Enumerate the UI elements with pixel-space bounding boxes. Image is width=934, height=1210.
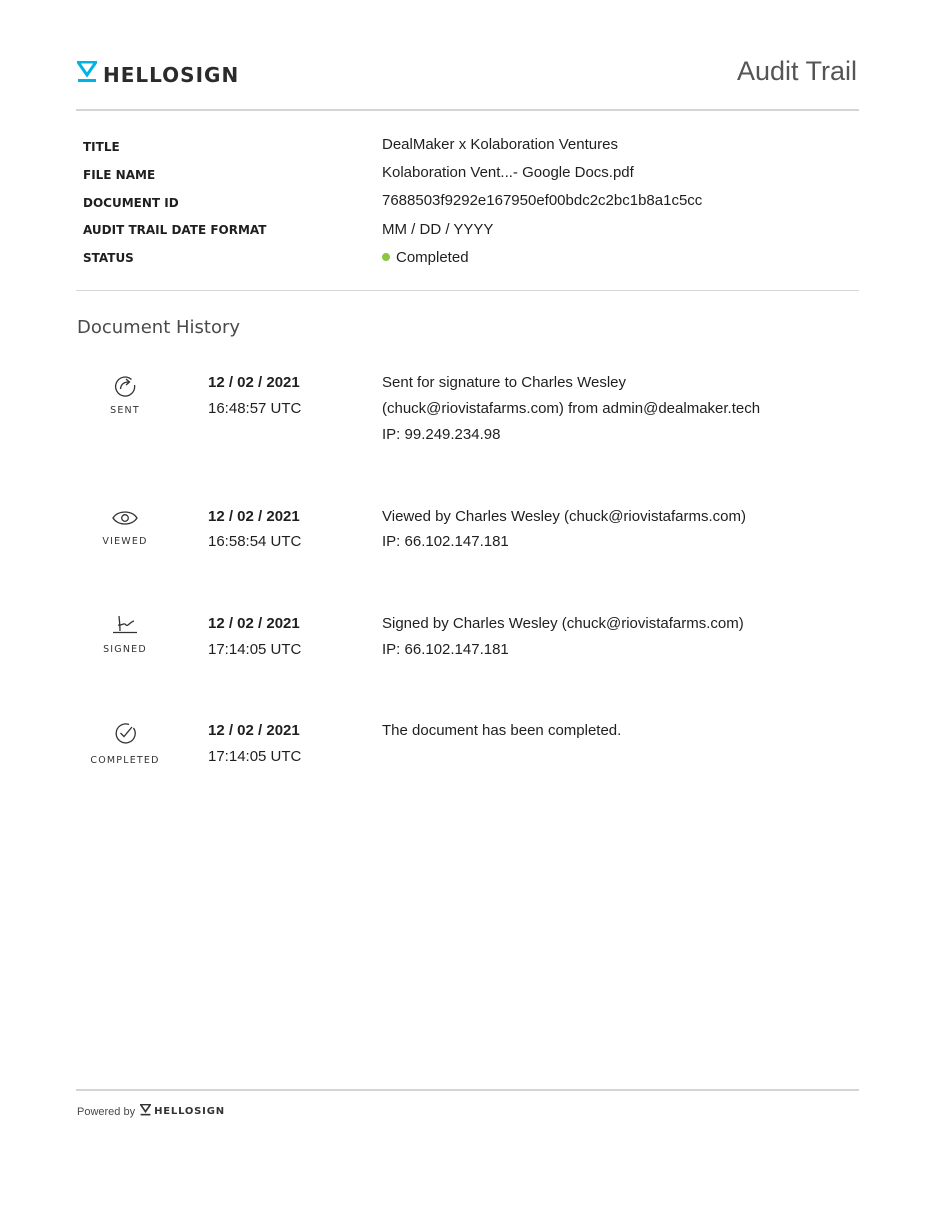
footer-divider bbox=[76, 1089, 859, 1091]
event-type-label: COMPLETED bbox=[90, 755, 160, 766]
event-ip: IP: 99.249.234.98 bbox=[382, 426, 501, 443]
event-description: Signed by Charles Wesley (chuck@riovistafarms.com) bbox=[382, 615, 744, 632]
event-description: (chuck@riovistafarms.com) from admin@dealmaker.tech bbox=[382, 400, 761, 417]
event-time: 16:58:54 UTC bbox=[208, 533, 302, 550]
meta-title-value: DealMaker x Kolaboration Ventures bbox=[382, 136, 618, 153]
header-divider bbox=[76, 109, 859, 111]
check-circle-icon bbox=[112, 720, 138, 746]
meta-docid-label: DOCUMENT ID bbox=[83, 196, 179, 210]
sent-icon bbox=[112, 372, 138, 398]
event-date: 12 / 02 / 2021 bbox=[208, 615, 300, 632]
hellosign-logo bbox=[77, 61, 239, 88]
status-dot-icon bbox=[382, 253, 390, 261]
hellosign-mark-icon bbox=[140, 1104, 151, 1119]
meta-dateformat-label: AUDIT TRAIL DATE FORMAT bbox=[83, 223, 267, 237]
meta-title-label: TITLE bbox=[83, 140, 120, 154]
event-type-label: SIGNED bbox=[103, 644, 147, 655]
meta-filename-value: Kolaboration Vent...- Google Docs.pdf bbox=[382, 164, 634, 181]
footer-brand-name: HELLOSIGN bbox=[154, 1106, 225, 1117]
meta-filename-label: FILE NAME bbox=[83, 168, 156, 182]
status-text: Completed bbox=[396, 249, 469, 266]
event-description: Sent for signature to Charles Wesley bbox=[382, 374, 627, 391]
event-description: Viewed by Charles Wesley (chuck@riovistafarms.com) bbox=[382, 508, 746, 525]
event-ip: IP: 66.102.147.181 bbox=[382, 533, 509, 550]
event-time: 16:48:57 UTC bbox=[208, 400, 302, 417]
event-type-label: VIEWED bbox=[102, 536, 148, 547]
hellosign-mark-icon bbox=[77, 61, 97, 88]
document-history-title: Document History bbox=[77, 317, 241, 338]
event-time: 17:14:05 UTC bbox=[208, 748, 302, 765]
page-title: Audit Trail bbox=[736, 56, 857, 86]
eye-icon bbox=[112, 505, 138, 531]
signature-icon bbox=[112, 612, 138, 638]
brand-name: HELLOSIGN bbox=[103, 62, 240, 87]
event-date: 12 / 02 / 2021 bbox=[208, 508, 300, 525]
meta-divider bbox=[76, 290, 859, 291]
meta-status-value bbox=[382, 249, 469, 266]
meta-dateformat-value: MM / DD / YYYY bbox=[382, 221, 494, 238]
event-time: 17:14:05 UTC bbox=[208, 641, 302, 658]
footer bbox=[77, 1104, 225, 1119]
event-date: 12 / 02 / 2021 bbox=[208, 374, 300, 391]
powered-by-text: Powered by bbox=[77, 1105, 136, 1118]
event-description: The document has been completed. bbox=[382, 722, 622, 739]
meta-status-label: STATUS bbox=[83, 251, 134, 265]
event-type-label: SENT bbox=[110, 405, 140, 416]
event-date: 12 / 02 / 2021 bbox=[208, 722, 300, 739]
meta-docid-value: 7688503f9292e167950ef00bdc2c2bc1b8a1c5cc bbox=[382, 192, 703, 209]
event-ip: IP: 66.102.147.181 bbox=[382, 641, 509, 658]
